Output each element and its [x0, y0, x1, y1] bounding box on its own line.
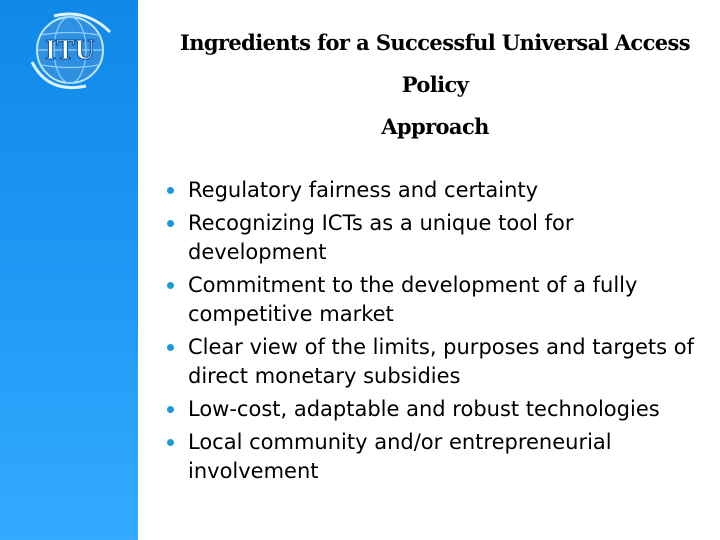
bullet-item — [162, 428, 712, 486]
bullet-item — [162, 333, 712, 391]
itu-logo — [24, 2, 120, 98]
slide-title-line-2: Approach — [381, 114, 489, 139]
slide-title-line-1: Ingredients for a Successful Universal Access Policy — [179, 30, 691, 97]
bullet-list — [162, 176, 712, 490]
bullet-text: Recognizing ICTs as a unique tool for development — [188, 211, 574, 264]
logo-text: ITU — [45, 35, 95, 66]
slide-title — [150, 22, 720, 148]
bullet-item — [162, 395, 712, 424]
bullet-text: Regulatory fairness and certainty — [188, 178, 539, 202]
bullet-dot-icon — [167, 344, 174, 351]
bullet-item — [162, 271, 712, 329]
bullet-item — [162, 176, 712, 205]
bullet-dot-icon — [167, 220, 174, 227]
bullet-dot-icon — [167, 187, 174, 194]
left-blue-sidebar — [0, 0, 138, 540]
bullet-text: Local community and/or entrepreneurial involvement — [188, 430, 612, 483]
bullet-text: Clear view of the limits, purposes and targets of direct monetary subsidies — [188, 335, 694, 388]
bullet-text: Low-cost, adaptable and robust technologies — [188, 397, 660, 421]
bullet-item — [162, 209, 712, 267]
bullet-text: Commitment to the development of a fully competitive market — [188, 273, 638, 326]
bullet-dot-icon — [167, 439, 174, 446]
bullet-dot-icon — [167, 282, 174, 289]
bullet-dot-icon — [167, 406, 174, 413]
